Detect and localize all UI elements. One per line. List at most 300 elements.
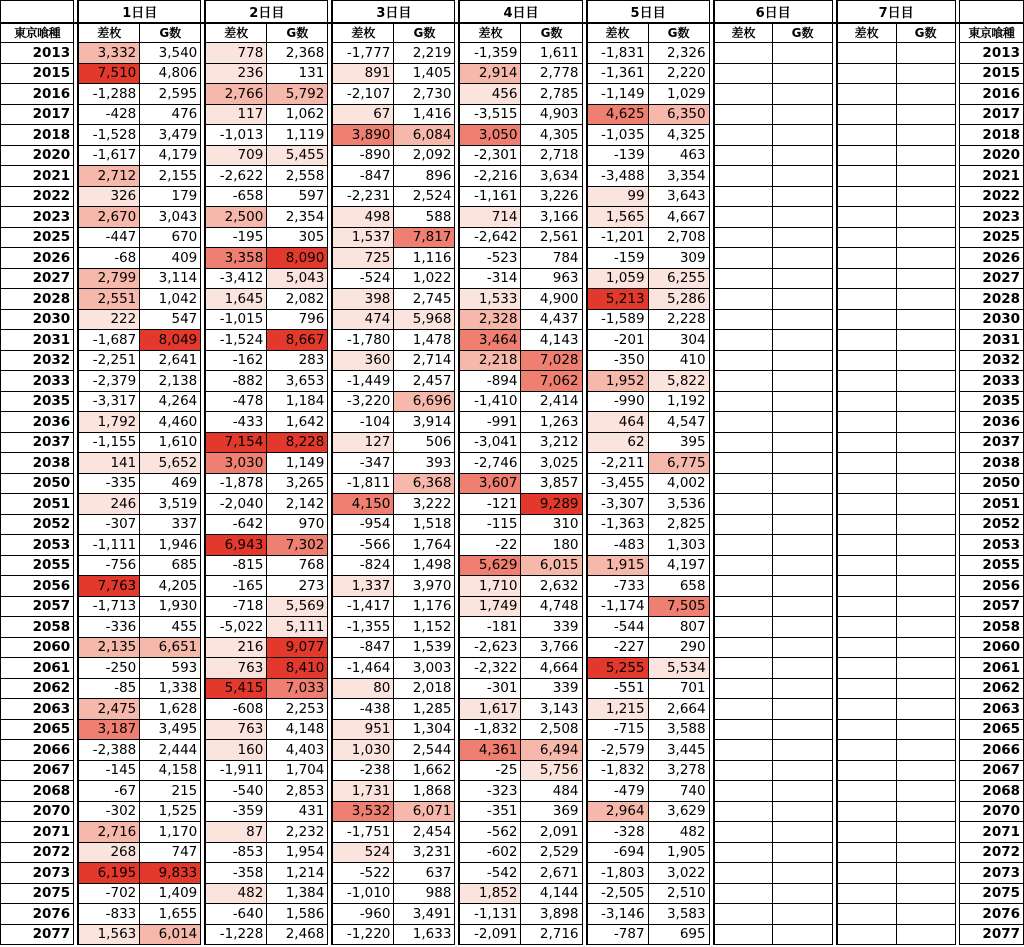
diff-cell — [837, 658, 896, 679]
games-cell — [773, 904, 832, 925]
games-cell: 3,970 — [394, 576, 455, 597]
diff-column-header: 差枚 — [587, 23, 649, 43]
diff-cell — [714, 145, 773, 166]
diff-cell: -162 — [205, 350, 267, 371]
diff-cell — [837, 432, 896, 453]
games-cell: 410 — [648, 350, 709, 371]
diff-cell: 6,195 — [78, 863, 140, 884]
games-cell — [896, 371, 955, 392]
games-cell: 1,416 — [394, 104, 455, 125]
games-cell: 670 — [140, 227, 201, 248]
diff-cell — [837, 371, 896, 392]
machine-number-right: 2073 — [959, 863, 1023, 884]
games-cell: 1,525 — [140, 801, 201, 822]
games-cell: 1,518 — [394, 514, 455, 535]
diff-cell: -2,216 — [459, 166, 521, 187]
games-cell: 395 — [648, 432, 709, 453]
machine-number: 2036 — [1, 412, 74, 433]
games-cell — [773, 248, 832, 269]
machine-number-right: 2020 — [959, 145, 1023, 166]
machine-number: 2032 — [1, 350, 74, 371]
games-cell: 7,028 — [521, 350, 582, 371]
games-cell: 8,228 — [267, 432, 328, 453]
diff-cell: 2,135 — [78, 637, 140, 658]
diff-column-header: 差枚 — [332, 23, 394, 43]
diff-cell: 5,213 — [587, 289, 649, 310]
diff-cell — [714, 658, 773, 679]
games-cell: 1,611 — [521, 43, 582, 64]
games-cell — [773, 678, 832, 699]
games-cell: 5,111 — [267, 617, 328, 638]
diff-cell — [714, 371, 773, 392]
machine-number: 2033 — [1, 371, 74, 392]
games-cell: 3,226 — [521, 186, 582, 207]
games-cell: 3,166 — [521, 207, 582, 228]
diff-cell: 1,731 — [332, 781, 394, 802]
diff-cell: 236 — [205, 63, 267, 84]
diff-cell: 2,475 — [78, 699, 140, 720]
diff-cell — [837, 555, 896, 576]
games-cell — [896, 289, 955, 310]
games-cell: 1,152 — [394, 617, 455, 638]
diff-cell — [837, 412, 896, 433]
diff-cell: -1,528 — [78, 125, 140, 146]
diff-cell: 6,943 — [205, 535, 267, 556]
diff-cell: -68 — [78, 248, 140, 269]
diff-cell: 1,337 — [332, 576, 394, 597]
day-header: 2日目 — [205, 1, 328, 23]
table-row — [1, 63, 1024, 84]
games-cell: 1,954 — [267, 842, 328, 863]
games-cell: 2,524 — [394, 186, 455, 207]
diff-cell: -733 — [587, 576, 649, 597]
diff-cell — [837, 576, 896, 597]
machine-number: 2026 — [1, 248, 74, 269]
diff-cell: -201 — [587, 330, 649, 351]
games-cell: 309 — [648, 248, 709, 269]
games-cell: 6,775 — [648, 453, 709, 474]
diff-cell: -195 — [205, 227, 267, 248]
machine-number: 2038 — [1, 453, 74, 474]
diff-cell: 763 — [205, 719, 267, 740]
games-column-header: G数 — [896, 23, 955, 43]
diff-cell — [714, 555, 773, 576]
games-cell: 3,857 — [521, 473, 582, 494]
games-cell — [896, 412, 955, 433]
games-cell: 1,405 — [394, 63, 455, 84]
diff-cell: -2,505 — [587, 883, 649, 904]
diff-cell: 709 — [205, 145, 267, 166]
games-column-header: G数 — [773, 23, 832, 43]
diff-cell — [837, 63, 896, 84]
games-cell: 3,003 — [394, 658, 455, 679]
games-cell: 3,766 — [521, 637, 582, 658]
diff-cell — [714, 432, 773, 453]
games-cell — [773, 576, 832, 597]
machine-number: 2013 — [1, 43, 74, 64]
diff-cell: -1,832 — [587, 760, 649, 781]
diff-cell: -522 — [332, 863, 394, 884]
diff-cell — [837, 760, 896, 781]
diff-cell: 99 — [587, 186, 649, 207]
diff-cell: -3,455 — [587, 473, 649, 494]
diff-cell: 1,563 — [78, 924, 140, 945]
games-cell: 4,547 — [648, 412, 709, 433]
table-row — [1, 822, 1024, 843]
machine-number: 2073 — [1, 863, 74, 884]
diff-cell — [714, 924, 773, 945]
games-cell: 963 — [521, 268, 582, 289]
machine-number-right: 2015 — [959, 63, 1023, 84]
table-row — [1, 186, 1024, 207]
table-row — [1, 84, 1024, 105]
diff-cell: -2,622 — [205, 166, 267, 187]
machine-number: 2030 — [1, 309, 74, 330]
games-cell: 2,529 — [521, 842, 582, 863]
games-cell — [896, 432, 955, 453]
games-cell: 1,478 — [394, 330, 455, 351]
machine-number: 2020 — [1, 145, 74, 166]
games-cell: 547 — [140, 309, 201, 330]
games-cell: 2,414 — [521, 391, 582, 412]
games-cell — [773, 781, 832, 802]
games-cell: 6,651 — [140, 637, 201, 658]
diff-cell — [837, 330, 896, 351]
diff-cell: -1,449 — [332, 371, 394, 392]
diff-cell: -447 — [78, 227, 140, 248]
diff-cell — [837, 719, 896, 740]
games-cell: 1,409 — [140, 883, 201, 904]
machine-number-right: 2018 — [959, 125, 1023, 146]
diff-cell — [837, 248, 896, 269]
machine-number: 2052 — [1, 514, 74, 535]
games-cell: 4,148 — [267, 719, 328, 740]
games-cell: 339 — [521, 678, 582, 699]
games-cell: 4,403 — [267, 740, 328, 761]
games-cell — [773, 145, 832, 166]
diff-cell: 1,710 — [459, 576, 521, 597]
machine-number: 2061 — [1, 658, 74, 679]
games-cell: 455 — [140, 617, 201, 638]
diff-cell: -1,174 — [587, 596, 649, 617]
machine-number-right: 2067 — [959, 760, 1023, 781]
diff-cell: 160 — [205, 740, 267, 761]
diff-cell: 891 — [332, 63, 394, 84]
diff-cell — [837, 186, 896, 207]
machine-number-right: 2071 — [959, 822, 1023, 843]
games-cell: 3,540 — [140, 43, 201, 64]
machine-number-right: 2077 — [959, 924, 1023, 945]
games-cell — [896, 760, 955, 781]
diff-cell: -1,359 — [459, 43, 521, 64]
games-cell: 7,062 — [521, 371, 582, 392]
games-cell — [773, 125, 832, 146]
diff-cell: 4,625 — [587, 104, 649, 125]
diff-cell: 3,607 — [459, 473, 521, 494]
games-cell: 2,716 — [521, 924, 582, 945]
diff-cell: -1,803 — [587, 863, 649, 884]
games-cell: 588 — [394, 207, 455, 228]
games-cell: 8,090 — [267, 248, 328, 269]
diff-cell: 87 — [205, 822, 267, 843]
diff-cell: 1,533 — [459, 289, 521, 310]
games-cell — [896, 617, 955, 638]
games-cell: 2,091 — [521, 822, 582, 843]
diff-cell: 7,154 — [205, 432, 267, 453]
day-header: 3日目 — [332, 1, 455, 23]
diff-cell: 3,358 — [205, 248, 267, 269]
games-cell: 9,077 — [267, 637, 328, 658]
diff-cell: 1,792 — [78, 412, 140, 433]
games-cell: 4,197 — [648, 555, 709, 576]
games-cell: 5,652 — [140, 453, 201, 474]
diff-cell: -602 — [459, 842, 521, 863]
machine-number-right: 2075 — [959, 883, 1023, 904]
games-cell — [773, 268, 832, 289]
diff-cell: -718 — [205, 596, 267, 617]
machine-number-right: 2063 — [959, 699, 1023, 720]
diff-cell: 1,617 — [459, 699, 521, 720]
games-cell: 3,043 — [140, 207, 201, 228]
games-cell: 409 — [140, 248, 201, 269]
diff-cell: -894 — [459, 371, 521, 392]
diff-cell — [837, 309, 896, 330]
machine-number-right: 2016 — [959, 84, 1023, 105]
diff-cell: -104 — [332, 412, 394, 433]
diff-cell — [714, 289, 773, 310]
games-cell — [896, 350, 955, 371]
games-cell: 6,494 — [521, 740, 582, 761]
diff-cell — [837, 863, 896, 884]
diff-cell — [714, 63, 773, 84]
games-cell — [773, 186, 832, 207]
diff-cell: -3,412 — [205, 268, 267, 289]
machine-number: 2063 — [1, 699, 74, 720]
games-cell: 1,764 — [394, 535, 455, 556]
games-cell: 1,304 — [394, 719, 455, 740]
diff-cell: -1,161 — [459, 186, 521, 207]
games-cell: 180 — [521, 535, 582, 556]
diff-cell: -1,777 — [332, 43, 394, 64]
games-cell: 215 — [140, 781, 201, 802]
diff-cell: -336 — [78, 617, 140, 638]
diff-cell — [714, 719, 773, 740]
table-row — [1, 904, 1024, 925]
diff-cell: -715 — [587, 719, 649, 740]
diff-column-header: 差枚 — [837, 23, 896, 43]
games-cell: 3,231 — [394, 842, 455, 863]
table-row — [1, 883, 1024, 904]
diff-cell: -3,488 — [587, 166, 649, 187]
machine-number-right: 2028 — [959, 289, 1023, 310]
games-cell: 5,569 — [267, 596, 328, 617]
machine-number: 2037 — [1, 432, 74, 453]
games-cell: 482 — [648, 822, 709, 843]
table-row — [1, 617, 1024, 638]
games-cell: 1,586 — [267, 904, 328, 925]
games-cell: 393 — [394, 453, 455, 474]
diff-cell: -551 — [587, 678, 649, 699]
diff-cell: -954 — [332, 514, 394, 535]
games-cell: 988 — [394, 883, 455, 904]
machine-number-right: 2051 — [959, 494, 1023, 515]
games-cell: 463 — [648, 145, 709, 166]
diff-cell: 464 — [587, 412, 649, 433]
games-cell: 290 — [648, 637, 709, 658]
games-cell: 4,144 — [521, 883, 582, 904]
machine-number: 2067 — [1, 760, 74, 781]
machine-number-right: 2076 — [959, 904, 1023, 925]
diff-cell: -5,022 — [205, 617, 267, 638]
diff-cell — [714, 617, 773, 638]
table-row — [1, 576, 1024, 597]
games-cell: 2,558 — [267, 166, 328, 187]
games-cell: 339 — [521, 617, 582, 638]
diff-cell: -960 — [332, 904, 394, 925]
diff-cell: -1,751 — [332, 822, 394, 843]
games-column-header: G数 — [140, 23, 201, 43]
machine-number-right: 2032 — [959, 350, 1023, 371]
diff-cell: 141 — [78, 453, 140, 474]
diff-cell — [714, 309, 773, 330]
games-cell: 3,114 — [140, 268, 201, 289]
games-cell: 4,002 — [648, 473, 709, 494]
machine-number-right: 2036 — [959, 412, 1023, 433]
games-cell — [896, 186, 955, 207]
diff-cell — [714, 84, 773, 105]
diff-cell: 951 — [332, 719, 394, 740]
games-cell: 1,022 — [394, 268, 455, 289]
diff-cell: -323 — [459, 781, 521, 802]
games-cell — [773, 883, 832, 904]
games-cell: 369 — [521, 801, 582, 822]
table-row — [1, 514, 1024, 535]
games-cell: 1,539 — [394, 637, 455, 658]
diff-cell: 1,565 — [587, 207, 649, 228]
machine-number: 2015 — [1, 63, 74, 84]
games-cell: 4,205 — [140, 576, 201, 597]
games-cell — [896, 104, 955, 125]
games-column-header: G数 — [394, 23, 455, 43]
diff-cell: 1,059 — [587, 268, 649, 289]
diff-cell — [714, 391, 773, 412]
diff-cell: -1,417 — [332, 596, 394, 617]
diff-cell: 5,415 — [205, 678, 267, 699]
games-cell: 2,142 — [267, 494, 328, 515]
diff-cell: -2,231 — [332, 186, 394, 207]
machine-number: 2051 — [1, 494, 74, 515]
diff-cell — [837, 289, 896, 310]
games-cell: 1,642 — [267, 412, 328, 433]
machine-number-right: 2023 — [959, 207, 1023, 228]
games-cell: 4,903 — [521, 104, 582, 125]
games-cell: 1,062 — [267, 104, 328, 125]
games-cell: 2,785 — [521, 84, 582, 105]
games-cell: 4,325 — [648, 125, 709, 146]
diff-cell: 268 — [78, 842, 140, 863]
diff-cell: -990 — [587, 391, 649, 412]
table-row — [1, 863, 1024, 884]
table-row — [1, 699, 1024, 720]
diff-cell — [714, 248, 773, 269]
games-cell — [896, 227, 955, 248]
games-cell: 5,968 — [394, 309, 455, 330]
diff-cell: -2,301 — [459, 145, 521, 166]
games-cell — [896, 330, 955, 351]
diff-cell: -359 — [205, 801, 267, 822]
diff-cell: -145 — [78, 760, 140, 781]
diff-cell — [837, 842, 896, 863]
diff-cell: -3,041 — [459, 432, 521, 453]
games-cell: 1,633 — [394, 924, 455, 945]
games-cell: 283 — [267, 350, 328, 371]
diff-cell: 474 — [332, 309, 394, 330]
diff-cell: 456 — [459, 84, 521, 105]
table-row — [1, 453, 1024, 474]
diff-cell: -566 — [332, 535, 394, 556]
games-cell: 1,946 — [140, 535, 201, 556]
table-row — [1, 637, 1024, 658]
diff-cell — [837, 84, 896, 105]
diff-cell: -2,642 — [459, 227, 521, 248]
diff-cell: 763 — [205, 658, 267, 679]
games-cell: 593 — [140, 658, 201, 679]
diff-cell: -483 — [587, 535, 649, 556]
machine-number: 2058 — [1, 617, 74, 638]
diff-cell — [837, 166, 896, 187]
games-cell: 469 — [140, 473, 201, 494]
games-cell: 2,853 — [267, 781, 328, 802]
diff-cell — [714, 576, 773, 597]
games-cell — [896, 43, 955, 64]
games-cell: 476 — [140, 104, 201, 125]
games-cell: 7,302 — [267, 535, 328, 556]
games-cell: 5,455 — [267, 145, 328, 166]
table-row — [1, 596, 1024, 617]
diff-cell: -1,288 — [78, 84, 140, 105]
games-cell: 1,184 — [267, 391, 328, 412]
diff-cell: 67 — [332, 104, 394, 125]
diff-cell — [837, 904, 896, 925]
games-cell — [773, 617, 832, 638]
games-cell — [896, 576, 955, 597]
machine-number: 2031 — [1, 330, 74, 351]
games-cell: 2,730 — [394, 84, 455, 105]
games-cell: 807 — [648, 617, 709, 638]
games-cell — [773, 207, 832, 228]
diff-cell: 7,763 — [78, 576, 140, 597]
diff-cell: -1,780 — [332, 330, 394, 351]
games-cell — [896, 822, 955, 843]
games-cell: 2,632 — [521, 576, 582, 597]
table-row — [1, 760, 1024, 781]
machine-number: 2072 — [1, 842, 74, 863]
games-cell: 5,792 — [267, 84, 328, 105]
diff-cell: -3,515 — [459, 104, 521, 125]
diff-cell — [837, 637, 896, 658]
diff-cell: -238 — [332, 760, 394, 781]
diff-cell — [837, 781, 896, 802]
games-cell: 1,498 — [394, 555, 455, 576]
diff-cell: 3,532 — [332, 801, 394, 822]
diff-cell — [837, 145, 896, 166]
diff-cell: -523 — [459, 248, 521, 269]
games-cell — [896, 740, 955, 761]
games-cell — [773, 842, 832, 863]
games-cell — [896, 555, 955, 576]
diff-cell: -3,146 — [587, 904, 649, 925]
games-cell: 1,303 — [648, 535, 709, 556]
